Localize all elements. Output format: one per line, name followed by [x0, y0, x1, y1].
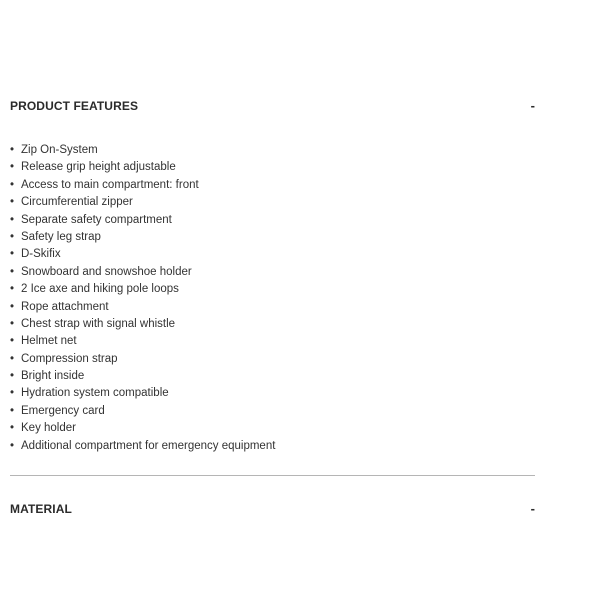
bullet-icon: •	[10, 370, 15, 383]
product-features-title: PRODUCT FEATURES	[10, 99, 139, 113]
feature-list	[10, 142, 275, 455]
bullet-icon: •	[10, 196, 15, 209]
feature-text: Bright inside	[21, 370, 85, 383]
feature-list-item	[10, 212, 275, 229]
feature-list-item	[10, 333, 275, 350]
material-title: MATERIAL	[10, 502, 72, 516]
bullet-icon: •	[10, 404, 15, 417]
bullet-icon: •	[10, 144, 15, 156]
feature-list-item	[10, 194, 275, 211]
feature-list-item	[10, 264, 275, 281]
product-features-header[interactable]	[10, 97, 535, 115]
bullet-icon: •	[10, 213, 15, 226]
bullet-icon: •	[10, 422, 15, 435]
bullet-icon: •	[10, 300, 15, 313]
feature-text: Snowboard and snowshoe holder	[21, 265, 192, 278]
bullet-icon: •	[10, 317, 15, 330]
feature-text: Safety leg strap	[21, 230, 101, 243]
bullet-icon: •	[10, 352, 15, 365]
feature-text: Additional compartment for emergency equipment	[21, 439, 276, 452]
feature-list-item	[10, 246, 275, 263]
feature-text: Separate safety compartment	[21, 213, 172, 226]
feature-list-item	[10, 159, 275, 176]
feature-text: Key holder	[21, 422, 76, 435]
feature-text: Compression strap	[21, 352, 118, 365]
feature-list-item	[10, 420, 275, 437]
feature-text: Emergency card	[21, 404, 105, 417]
feature-list-item	[10, 385, 275, 402]
feature-list-item	[10, 299, 275, 316]
material-header[interactable]	[10, 500, 535, 518]
feature-list-item	[10, 351, 275, 368]
collapse-icon[interactable]: -	[530, 98, 535, 113]
feature-text: Circumferential zipper	[21, 196, 133, 209]
feature-text: D-Skifix	[21, 248, 61, 261]
feature-text: 2 Ice axe and hiking pole loops	[21, 283, 179, 296]
feature-text: Zip On-System	[21, 144, 98, 156]
material-section	[10, 500, 535, 518]
bullet-icon: •	[10, 335, 15, 348]
bullet-icon: •	[10, 283, 15, 296]
section-divider	[10, 475, 535, 476]
feature-list-item	[10, 403, 275, 420]
collapse-icon[interactable]: -	[530, 501, 535, 516]
feature-list-item	[10, 281, 275, 298]
feature-text: Access to main compartment: front	[21, 178, 199, 191]
bullet-icon: •	[10, 230, 15, 243]
feature-text: Chest strap with signal whistle	[21, 317, 176, 330]
bullet-icon: •	[10, 248, 15, 261]
feature-text: Release grip height adjustable	[21, 161, 176, 174]
bullet-icon: •	[10, 161, 15, 174]
feature-list-item	[10, 316, 275, 333]
bullet-icon: •	[10, 178, 15, 191]
feature-list-item	[10, 142, 275, 159]
feature-list-item	[10, 438, 275, 455]
feature-text: Helmet net	[21, 335, 77, 348]
feature-text: Rope attachment	[21, 300, 109, 313]
product-features-section	[10, 97, 535, 452]
bullet-icon: •	[10, 439, 15, 452]
bullet-icon: •	[10, 265, 15, 278]
feature-list-item	[10, 177, 275, 194]
bullet-icon: •	[10, 387, 15, 400]
feature-text: Hydration system compatible	[21, 387, 169, 400]
feature-list-item	[10, 368, 275, 385]
feature-list-item	[10, 229, 275, 246]
